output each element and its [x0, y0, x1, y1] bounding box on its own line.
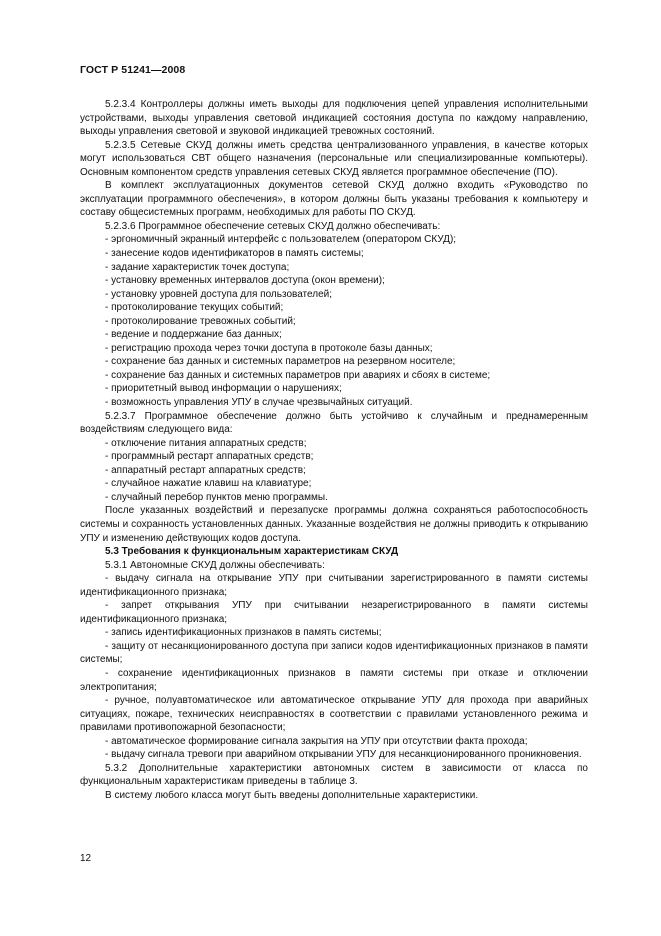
paragraph: 5.3.1 Автономные СКУД должны обеспечивать: — [105, 559, 325, 571]
paragraph: 5.2.3.4 Контроллеры должны иметь выходы для подключения цепей управления исполнительными устройствами, выходы управления световой индикацией состояния доступа по каждому направлению, выходы управления световой и звуковой индикацией тревожных состояний. — [80, 99, 588, 138]
list-item: - ручное, полуавтоматическое или автоматическое открывание УПУ для прохода при аварийных ситуациях, пожаре, технических неисправностях в соответствии с правилами установленного режима и правилами противопожарной безопасности; — [80, 695, 588, 734]
list-item: - сохранение баз данных и системных параметров при авариях и сбоях в системе; — [105, 369, 491, 381]
list-item: - протоколирование тревожных событий; — [105, 315, 296, 327]
list-item: - случайный перебор пунктов меню программы. — [105, 491, 328, 503]
list-item: - протоколирование текущих событий; — [105, 302, 284, 314]
list-item: - защиту от несанкционированного доступа при записи кодов идентификационных признаков в памяти системы; — [80, 640, 588, 666]
list-item: - занесение кодов идентификаторов в память системы; — [105, 248, 364, 260]
list-item: - случайное нажатие клавиш на клавиатуре; — [105, 478, 312, 490]
page-number: 12 — [80, 853, 92, 864]
list-item: - отключение питания аппаратных средств; — [105, 437, 307, 449]
paragraph: 5.3.2 Дополнительные характеристики автономных систем в зависимости от класса по функциональным характеристикам приведены в таблице 3. — [80, 762, 588, 788]
list-item: - сохранение баз данных и системных параметров на резервном носителе; — [105, 356, 456, 368]
paragraph: 5.2.3.5 Сетевые СКУД должны иметь средства централизованного управления, в качестве которых могут использоваться СВТ общего назначения (персональные или специализированные компьютеры). Основным компонентом средств управления сетевых СКУД является программное обеспечение (ПО). — [80, 139, 588, 178]
list-item: - аппаратный рестарт аппаратных средств; — [105, 464, 306, 476]
paragraph: В систему любого класса могут быть введены дополнительные характеристики. — [105, 789, 479, 801]
list-item: - эргономичный экранный интерфейс с пользователем (оператором СКУД); — [105, 234, 457, 246]
paragraph: 5.2.3.7 Программное обеспечение должно быть устойчиво к случайным и преднамеренным воздействиям следующего вида: — [80, 410, 588, 436]
section-heading: 5.3 Требования к функциональным характеристикам СКУД — [105, 546, 399, 558]
list-item: - возможность управления УПУ в случае чрезвычайных ситуаций. — [105, 397, 413, 409]
list-item: - выдачу сигнала тревоги при аварийном открывании УПУ для несанкционированного проникновения. — [105, 749, 582, 761]
paragraph: 5.2.3.6 Программное обеспечение сетевых СКУД должно обеспечивать: — [105, 220, 441, 232]
list-item: - установку уровней доступа для пользователей; — [105, 288, 333, 300]
list-item: - задание характеристик точек доступа; — [105, 261, 290, 273]
paragraph: После указанных воздействий и перезапуске программы должна сохраняться работоспособность системы и сохранность установленных данных. Указанные воздействия не должны приводить к открыванию УПУ и изменению действующих кодов доступа. — [80, 505, 588, 544]
paragraph: В комплект эксплуатационных документов сетевой СКУД должно входить «Руководство по эксплуатации программного обеспечения», в котором должны быть указаны требования к компьютеру и составу общесистемных программ, необходимых для работы ПО СКУД. — [80, 180, 588, 219]
list-item: - выдачу сигнала на открывание УПУ при считывании зарегистрированного в памяти системы идентификационного признака; — [80, 573, 588, 598]
document-header: ГОСТ Р 51241—2008 — [80, 64, 186, 76]
list-item: - программный рестарт аппаратных средств; — [105, 451, 314, 463]
document-body — [80, 98, 588, 802]
list-item: - запись идентификационных признаков в память системы; — [105, 627, 382, 639]
list-item: - ведение и поддержание баз данных; — [105, 329, 282, 341]
list-item: - приоритетный вывод информации о нарушениях; — [105, 383, 342, 395]
list-item: - запрет открывания УПУ при считывании незарегистрированного в памяти системы идентификационного признака; — [80, 600, 588, 625]
list-item: - установку временных интервалов доступа (окон времени); — [105, 275, 385, 287]
list-item: - автоматическое формирование сигнала закрытия на УПУ при отсутствии факта прохода; — [105, 735, 528, 747]
list-item: - сохранение идентификационных признаков в памяти системы при отказе и отключении электропитания; — [80, 667, 588, 693]
list-item: - регистрацию прохода через точки доступа в протоколе базы данных; — [105, 342, 433, 354]
